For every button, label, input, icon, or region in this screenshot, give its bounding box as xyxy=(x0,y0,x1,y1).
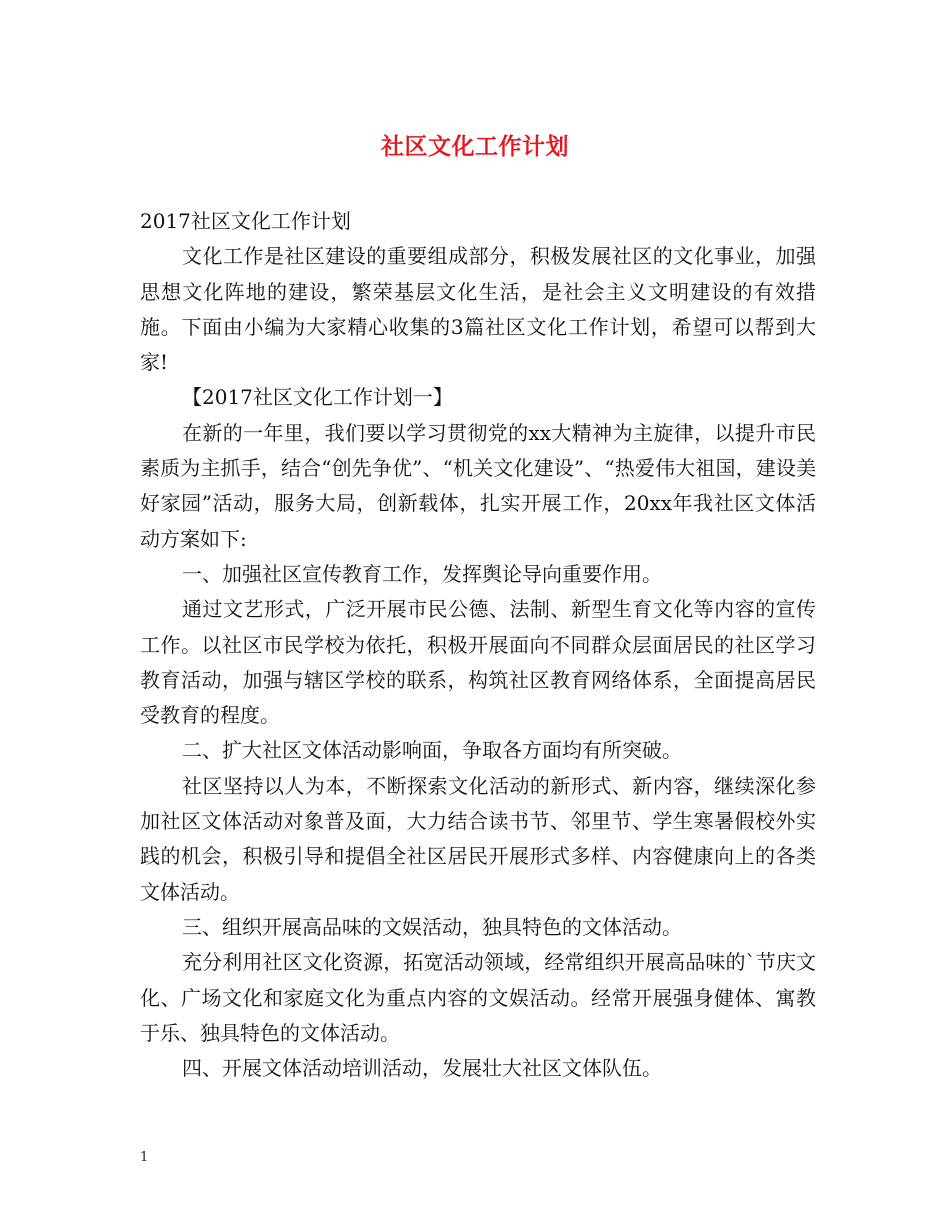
item-heading-2: 二、扩大社区文体活动影响面，争取各方面均有所突破。 xyxy=(182,738,682,763)
paragraph-plan-overview: 在新的一年里，我们要以学习贯彻党的xx大精神为主旋律，以提升市民素质为主抓手，结合“创先争优”、“机关文化建设”、“热爱伟大祖国，建设美好家园”活动，服务大局，创新载体，扎实开展工作，20xx年我社区文体活动方案如下: xyxy=(140,420,816,551)
paragraph-item-2: 社区坚持以人为本，不断探索文化活动的新形式、新内容，继续深化参加社区文体活动对象普及面，大力结合读书节、邻里节、学生寒暑假校外实践的机会，积极引导和提倡全社区居民开展形式多样、内容健康向上的各类文体活动。 xyxy=(140,773,816,904)
document-title: 社区文化工作计划 xyxy=(381,133,569,160)
document-subtitle: 2017社区文化工作计划 xyxy=(140,209,351,233)
item-heading-1: 一、加强社区宣传教育工作，发挥舆论导向重要作用。 xyxy=(182,561,662,586)
paragraph-item-3: 充分利用社区文化资源，拓宽活动领域，经常组织开展高品味的`节庆文化、广场文化和家庭文化为重点内容的文娱活动。经常开展强身健体、寓教于乐、独具特色的文体活动。 xyxy=(140,950,816,1045)
section-heading-plan-one: 【2017社区文化工作计划一】 xyxy=(182,385,453,410)
item-heading-3: 三、组织开展高品味的文娱活动，独具特色的文体活动。 xyxy=(182,914,682,939)
page-number: 1 xyxy=(140,1150,149,1165)
item-heading-4: 四、开展文体活动培训活动，发展壮大社区文体队伍。 xyxy=(182,1056,662,1081)
paragraph-item-1: 通过文艺形式，广泛开展市民公德、法制、新型生育文化等内容的宣传工作。以社区市民学校为依托，积极开展面向不同群众层面居民的社区学习教育活动，加强与辖区学校的联系，构筑社区教育网络体系，全面提高居民受教育的程度。 xyxy=(140,597,816,728)
document-body xyxy=(140,204,816,1086)
paragraph-intro: 文化工作是社区建设的重要组成部分，积极发展社区的文化事业，加强思想文化阵地的建设，繁荣基层文化生活，是社会主义文明建设的有效措施。下面由小编为大家精心收集的3篇社区文化工作计划，希望可以帮到大家! xyxy=(140,244,816,375)
